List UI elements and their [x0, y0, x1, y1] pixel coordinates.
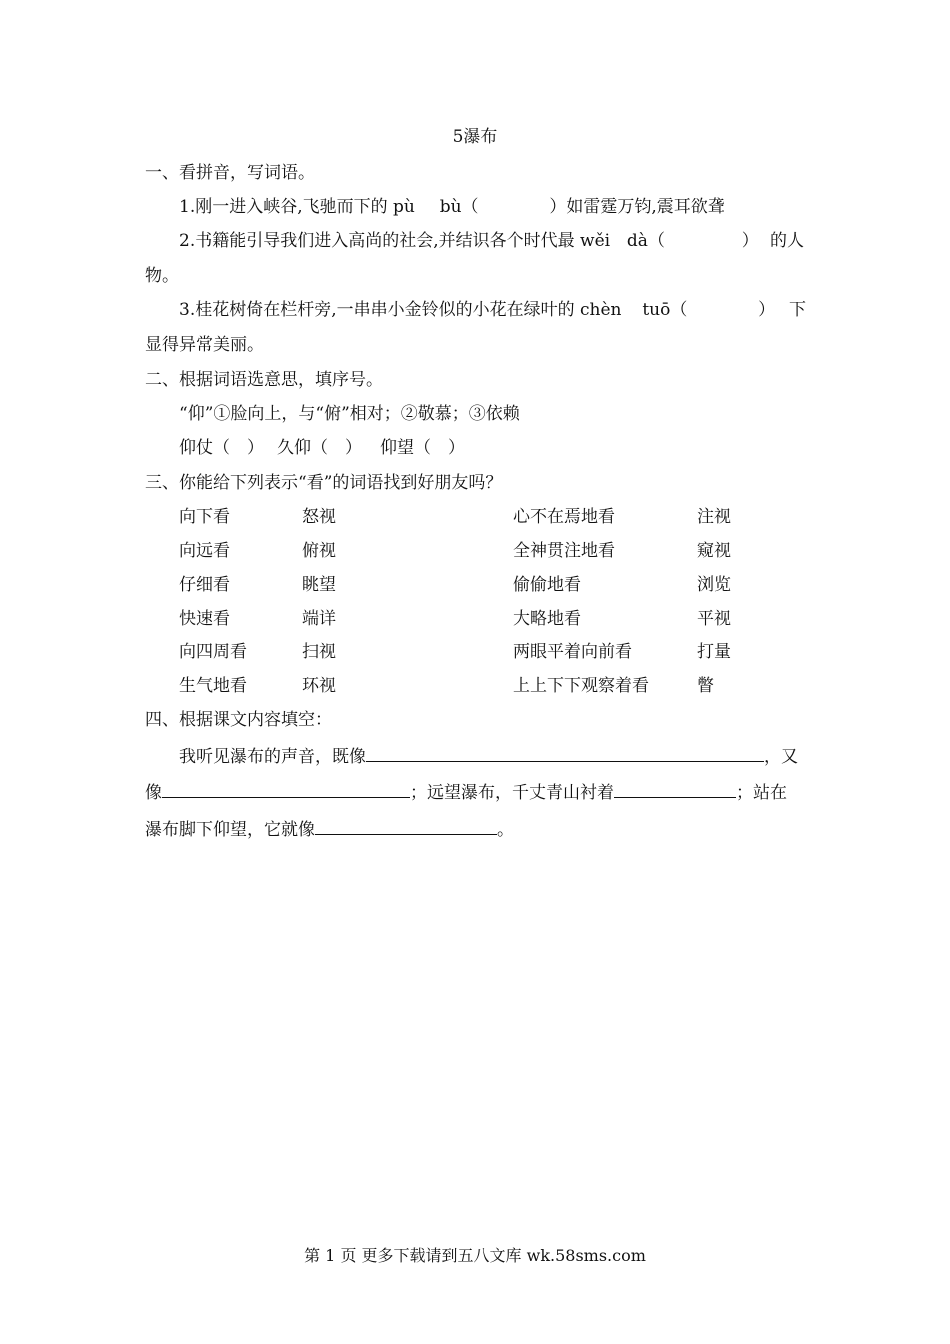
- q2-paren-open: （: [647, 231, 665, 251]
- match-right-b-4[interactable]: 平视: [697, 609, 731, 629]
- word-jiuyang[interactable]: 久仰（ ）: [277, 438, 362, 458]
- fill-text-1: 我听见瀑布的声音，既像: [179, 747, 366, 767]
- question-1: [179, 196, 725, 218]
- match-left-b-6[interactable]: 环视: [302, 676, 336, 696]
- section-1-heading: 一、看拼音，写词语。: [145, 163, 315, 183]
- match-right-b-3[interactable]: 浏览: [697, 575, 731, 595]
- q2-pinyin-1: wěi: [580, 231, 611, 251]
- fill-text-4: ；远望瀑布，千丈青山衬着: [410, 783, 614, 803]
- fill-text-7: 。: [497, 820, 514, 840]
- q1-text: 1.刚一进入峡谷,飞驰而下的: [179, 197, 388, 217]
- match-right-a-4[interactable]: 大略地看: [513, 609, 581, 629]
- word-yangzhang[interactable]: 仰仗（ ）: [179, 438, 264, 458]
- match-left-a-3[interactable]: 仔细看: [179, 575, 230, 595]
- match-left-b-5[interactable]: 扫视: [302, 642, 336, 662]
- q2-text-wrap: 物。: [145, 266, 179, 286]
- match-right-b-1[interactable]: 注视: [697, 507, 731, 527]
- match-left-a-5[interactable]: 向四周看: [179, 642, 247, 662]
- fill-text-6: 瀑布脚下仰望，它就像: [145, 820, 315, 840]
- fill-line-1: [179, 745, 798, 768]
- match-left-b-2[interactable]: 俯视: [302, 541, 336, 561]
- fill-line-2: [145, 781, 787, 804]
- q1-paren-close: ）: [549, 197, 567, 217]
- fill-text-3: 像: [145, 783, 162, 803]
- q2-text: 2.书籍能引导我们进入高尚的社会,并结识各个时代最: [179, 231, 575, 251]
- section-2-heading: 二、根据词语选意思，填序号。: [145, 370, 383, 390]
- match-left-b-3[interactable]: 眺望: [302, 575, 336, 595]
- fill-text-5: ；站在: [736, 783, 787, 803]
- section-4-heading: 四、根据课文内容填空：: [145, 710, 332, 730]
- match-right-b-6[interactable]: 瞥: [697, 676, 714, 696]
- match-left-a-6[interactable]: 生气地看: [179, 676, 247, 696]
- fill-text-2: ，又: [764, 747, 798, 767]
- match-right-a-3[interactable]: 偷偷地看: [513, 575, 581, 595]
- match-right-b-5[interactable]: 打量: [697, 642, 731, 662]
- match-right-a-1[interactable]: 心不在焉地看: [513, 507, 615, 527]
- match-right-b-2[interactable]: 窥视: [697, 541, 731, 561]
- page-footer: 第 1 页 更多下载请到五八文库 wk.58sms.com: [304, 1246, 646, 1265]
- definition-line: “仰”①脸向上，与“俯”相对；②敬慕；③依赖: [179, 404, 520, 424]
- q3-text-wrap: 显得异常美丽。: [145, 335, 264, 355]
- match-right-a-5[interactable]: 两眼平着向前看: [513, 642, 632, 662]
- q2-pinyin-2: dà: [626, 231, 648, 251]
- match-left-b-4[interactable]: 端详: [302, 609, 336, 629]
- match-right-a-2[interactable]: 全神贯注地看: [513, 541, 615, 561]
- match-left-a-4[interactable]: 快速看: [179, 609, 230, 629]
- q3-pinyin-1: chèn: [580, 300, 622, 320]
- fill-blank-1[interactable]: [366, 745, 764, 762]
- q3-paren-open: （: [670, 300, 688, 320]
- question-2: [179, 230, 759, 252]
- q1-text-end: 如雷霆万钧,震耳欲聋: [566, 197, 725, 217]
- match-left-a-1[interactable]: 向下看: [179, 507, 230, 527]
- question-3: [179, 299, 775, 321]
- q3-text-end: 下: [789, 300, 806, 320]
- match-left-a-2[interactable]: 向远看: [179, 541, 230, 561]
- q3-paren-close: ）: [758, 300, 776, 320]
- q1-pinyin-2: bù: [439, 197, 462, 217]
- section-3-heading: 三、你能给下列表示“看”的词语找到好朋友吗？: [145, 473, 503, 493]
- q3-text: 3.桂花树倚在栏杆旁,一串串小金铃似的小花在绿叶的: [179, 300, 575, 320]
- q1-pinyin-1: pù: [393, 197, 415, 217]
- q2-text-end: 的人: [770, 231, 804, 251]
- q1-paren-open: （: [461, 197, 479, 217]
- q2-paren-close: ）: [741, 231, 759, 251]
- word-yangwang[interactable]: 仰望（ ）: [380, 438, 465, 458]
- fill-blank-2[interactable]: [162, 781, 410, 798]
- fill-line-3: [145, 818, 514, 841]
- page-title: 5瀑布: [452, 127, 498, 147]
- match-left-b-1[interactable]: 怒视: [302, 507, 336, 527]
- match-right-a-6[interactable]: 上上下下观察着看: [513, 676, 649, 696]
- fill-blank-3[interactable]: [614, 781, 736, 798]
- q3-pinyin-2: tuō: [642, 300, 671, 320]
- fill-blank-4[interactable]: [315, 818, 497, 835]
